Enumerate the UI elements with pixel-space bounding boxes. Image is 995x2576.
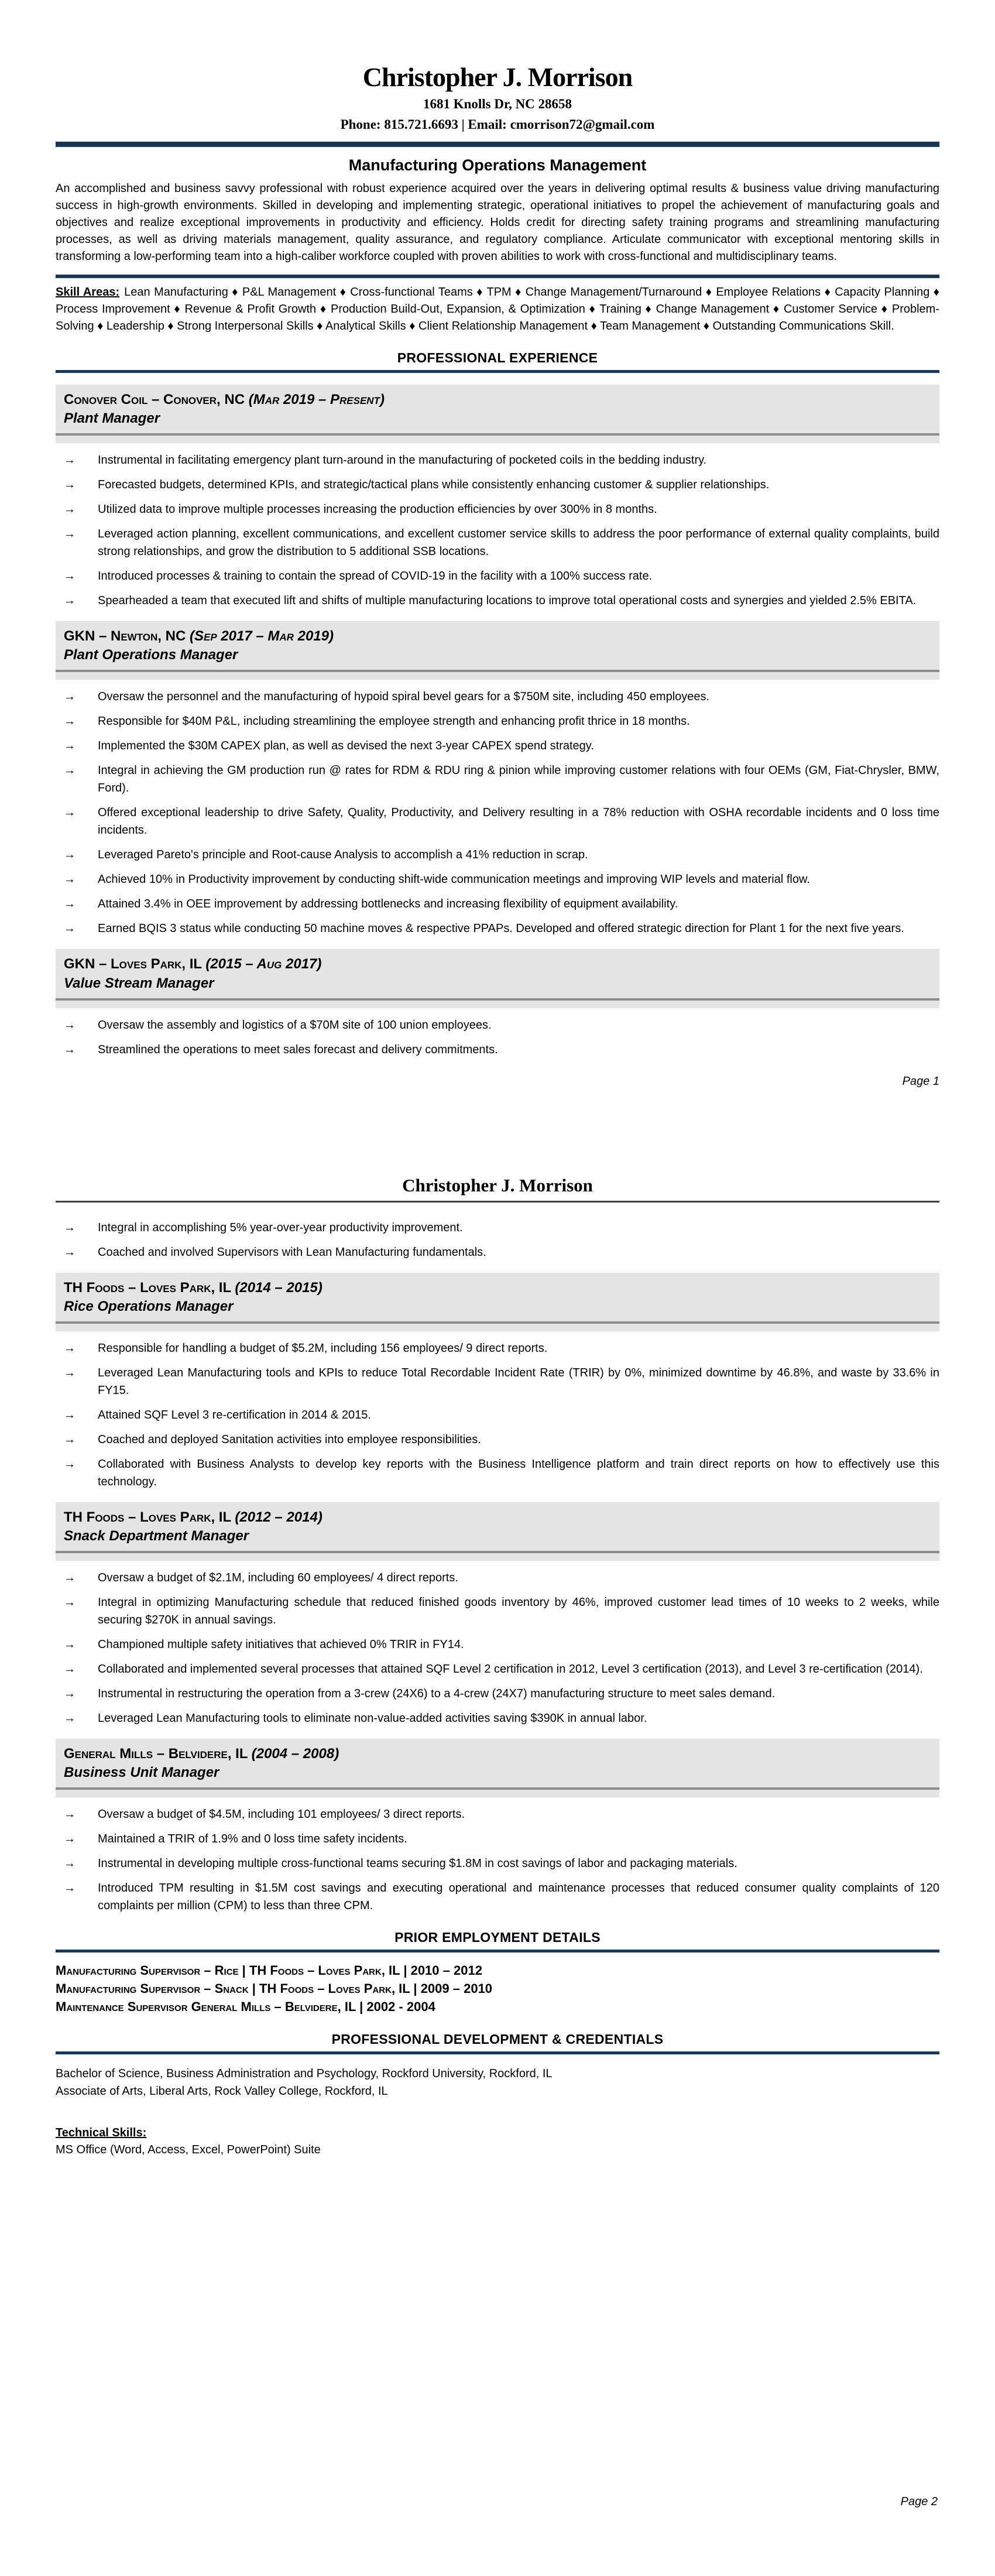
- job-header: [56, 385, 939, 443]
- job-title: Value Stream Manager: [64, 975, 214, 991]
- arrow-bullet-icon: →: [64, 1043, 76, 1056]
- arrow-bullet-icon: →: [64, 922, 76, 936]
- prior-employment-list: [56, 1962, 939, 2016]
- job-title: Plant Operations Manager: [64, 647, 238, 663]
- bullet-text: Integral in achieving the GM production run @ rates for RDM & RDU ring & pinion while improving customer relations with four OEMs (GM, Fiat-Chrysler, BMW, Ford).: [98, 764, 939, 795]
- bullet-text: Leveraged Pareto's principle and Root-cause Analysis to accomplish a 41% reduction in scrap.: [98, 848, 588, 862]
- job-header: [56, 1739, 939, 1797]
- bullet-item: [56, 1364, 939, 1399]
- bullet-item: [56, 476, 939, 494]
- arrow-bullet-icon: →: [64, 1687, 76, 1701]
- job-header-tail: [56, 1324, 939, 1331]
- bullet-text: Coached and involved Supervisors with Lean Manufacturing fundamentals.: [98, 1245, 486, 1259]
- bullet-item: [56, 1806, 939, 1823]
- bullet-text: Attained SQF Level 3 re-certification in 2014 & 2015.: [98, 1408, 371, 1421]
- job-header: [56, 1502, 939, 1561]
- bullet-text: Earned BQIS 3 status while conducting 50 machine moves & respective PPAPs. Developed and offered strategic direction for Plant 1 for the next five years.: [98, 922, 904, 936]
- bullet-text: Integral in optimizing Manufacturing schedule that reduced finished goods inventory by 46%, improved customer lead times of 10 weeks to 2 weeks, while securing $270K in annual savings.: [98, 1596, 939, 1627]
- job-company: TH Foods – Loves Park, IL: [64, 1279, 231, 1296]
- arrow-bullet-icon: →: [64, 1221, 76, 1234]
- bullet-item: [56, 1636, 939, 1653]
- arrow-bullet-icon: →: [64, 1433, 76, 1446]
- job-bullets: [56, 688, 939, 937]
- page1-name: Christopher J. Morrison: [362, 62, 633, 92]
- bullet-item: [56, 451, 939, 469]
- job-header: [56, 949, 939, 1008]
- prior-employment-divider: [56, 1950, 939, 1952]
- bullet-item: [56, 592, 939, 609]
- bullet-text: Leveraged Lean Manufacturing tools to eliminate non-value-added activities saving $390K in annual labor.: [98, 1712, 647, 1725]
- job-header: [56, 621, 939, 680]
- arrow-bullet-icon: →: [64, 739, 76, 753]
- arrow-bullet-icon: →: [64, 1832, 76, 1846]
- bullet-item: [56, 1710, 939, 1727]
- job-bullets: [56, 1806, 939, 1914]
- arrow-bullet-icon: →: [64, 764, 76, 777]
- job-title: Plant Manager: [64, 410, 160, 427]
- arrow-bullet-icon: →: [64, 1596, 76, 1609]
- arrow-bullet-icon: →: [64, 1571, 76, 1585]
- bullet-item: [56, 1879, 939, 1914]
- job-header-tail: [56, 672, 939, 680]
- arrow-bullet-icon: →: [64, 1882, 76, 1895]
- education-list: [56, 2065, 939, 2100]
- bullet-text: Oversaw the personnel and the manufacturing of hypoid spiral bevel gears for a $750M site, including 450 employees.: [98, 690, 710, 704]
- arrow-bullet-icon: →: [64, 715, 76, 728]
- page2-header-divider: [56, 1201, 939, 1203]
- technical-skills-block: [56, 2125, 939, 2141]
- job-bullets: [56, 1340, 939, 1491]
- bullet-item: [56, 1569, 939, 1587]
- job-company: TH Foods – Loves Park, IL: [64, 1509, 231, 1525]
- bullet-text: Instrumental in restructuring the operation from a 3-crew (24X6) to a 4-crew (24X7) manufacturing structure to meet sales demand.: [98, 1687, 776, 1701]
- job-dates: (Sep 2017 – Mar 2019): [189, 628, 334, 645]
- job-header-tail: [56, 1001, 939, 1008]
- page2-footer: Page 2: [900, 2495, 938, 2508]
- prior-employment-line: Manufacturing Supervisor – Snack | TH Foods – Loves Park, IL | 2009 – 2010: [56, 1981, 493, 1996]
- bullet-text: Collaborated with Business Analysts to develop key reports with the Business Intelligence platform and train direct reports on how to effectively use this technology.: [98, 1457, 939, 1488]
- job-company: GKN – Loves Park, IL: [64, 956, 202, 972]
- job-title: Snack Department Manager: [64, 1528, 249, 1544]
- arrow-bullet-icon: →: [64, 1857, 76, 1871]
- experience-divider: [56, 370, 939, 373]
- bullet-text: Streamlined the operations to meet sales forecast and delivery commitments.: [98, 1043, 498, 1056]
- job-company: GKN – Newton, NC: [64, 628, 186, 645]
- job-company-line: [56, 1508, 939, 1526]
- job-title: Business Unit Manager: [64, 1765, 219, 1781]
- bullet-text: Responsible for $40M P&L, including streamlining the employee strength and enhancing profit thrice in 18 months.: [98, 715, 690, 728]
- bullet-item: [56, 1660, 939, 1678]
- bullet-text: Leveraged action planning, excellent communications, and excellent customer service skills to address the poor performance of external quality complaints, build strong relationships, and grow the distribution to 5 additional SSB locations.: [98, 527, 939, 559]
- job-bullets: [56, 1569, 939, 1727]
- bullet-text: Implemented the $30M CAPEX plan, as well as devised the next 3-year CAPEX spend strategy.: [98, 739, 594, 753]
- bullet-item: [56, 762, 939, 797]
- bullet-item: [56, 712, 939, 730]
- job-header: [56, 1273, 939, 1331]
- bullet-item: [56, 501, 939, 518]
- arrow-bullet-icon: →: [64, 1638, 76, 1652]
- arrow-bullet-icon: →: [64, 478, 76, 492]
- job-company-line: [56, 955, 939, 973]
- bullet-item: [56, 1016, 939, 1034]
- arrow-bullet-icon: →: [64, 690, 76, 704]
- bullet-item: [56, 846, 939, 864]
- arrow-bullet-icon: →: [64, 1712, 76, 1725]
- arrow-bullet-icon: →: [64, 898, 76, 911]
- job-bullets: [56, 1016, 939, 1059]
- bullet-text: Oversaw the assembly and logistics of a $70M site of 100 union employees.: [98, 1018, 492, 1032]
- job-company-line: [56, 1279, 939, 1297]
- bullet-text: Forecasted budgets, determined KPIs, and strategic/tactical plans while consistently enhancing customer & supplier relationships.: [98, 478, 770, 492]
- bullet-item: [56, 1244, 939, 1261]
- job-company-line: [56, 1745, 939, 1763]
- bullet-item: [56, 1830, 939, 1848]
- bullet-item: [56, 1455, 939, 1491]
- section-heading-experience: PROFESSIONAL EXPERIENCE: [397, 350, 598, 366]
- bullet-item: [56, 1431, 939, 1448]
- bullet-item: [56, 525, 939, 560]
- job-title: Rice Operations Manager: [64, 1298, 234, 1314]
- job-th-foods-rice: [56, 1273, 939, 1491]
- prior-employment-line: Maintenance Supervisor General Mills – Belvidere, IL | 2002 - 2004: [56, 1999, 435, 2014]
- bullet-item: [56, 920, 939, 937]
- bullet-text: Attained 3.4% in OEE improvement by addressing bottlenecks and increasing flexibility of equipment availability.: [98, 898, 678, 911]
- bullet-item: [56, 871, 939, 888]
- arrow-bullet-icon: →: [64, 1341, 76, 1355]
- bullet-item: [56, 1219, 939, 1236]
- bullet-text: Integral in accomplishing 5% year-over-year productivity improvement.: [98, 1221, 463, 1234]
- bullet-item: [56, 737, 939, 755]
- arrow-bullet-icon: →: [64, 1245, 76, 1259]
- skill-areas-paragraph: [56, 284, 939, 335]
- skill-areas-label: Skill Areas:: [56, 286, 120, 299]
- arrow-bullet-icon: →: [64, 1808, 76, 1821]
- arrow-bullet-icon: →: [64, 806, 76, 820]
- bullet-text: Leveraged Lean Manufacturing tools and KPIs to reduce Total Recordable Incident Rate (TRIR) by 0%, minimized downtime by 46.8%, and waste by 33.6% in FY15.: [98, 1366, 939, 1397]
- bullet-text: Achieved 10% in Productivity improvement by conducting shift-wide communication meetings and improving WIP levels and material flow.: [98, 873, 810, 886]
- arrow-bullet-icon: →: [64, 1457, 76, 1471]
- technical-skills-text: MS Office (Word, Access, Excel, PowerPoint) Suite: [56, 2143, 321, 2156]
- bullet-text: Instrumental in developing multiple cross-functional teams securing $1.8M in cost savings of labor and packaging materials.: [98, 1857, 737, 1871]
- arrow-bullet-icon: →: [64, 594, 76, 608]
- skill-areas-text: Lean Manufacturing ♦ P&L Management ♦ Cross-functional Teams ♦ TPM ♦ Change Management/Turnaround ♦ Employee Relations ♦ Capacity Planning ♦ Process Improvement ♦ Revenue & Profit Growth ♦ Production Build-Out, Expansion, & Optimization ♦ Training ♦ Change Management ♦ Customer Service ♦ Problem-Solving ♦ Leadership ♦ Strong Interpersonal Skills ♦ Analytical Skills ♦ Client Relationship Management ♦ Team Management ♦ Outstanding Communications Skill.: [56, 286, 940, 333]
- job-company: General Mills – Belvidere, IL: [64, 1746, 248, 1762]
- job-general-mills: [56, 1739, 939, 1914]
- bullet-item: [56, 1340, 939, 1357]
- headline: Manufacturing Operations Management: [348, 156, 647, 174]
- arrow-bullet-icon: →: [64, 1408, 76, 1421]
- summary-paragraph: An accomplished and business savvy professional with robust experience acquired over the years in delivering optimal results & business value driving manufacturing success in high-growth environments. Skilled in developing and implementing strategic, operational initiatives to propel the achievement of manufacturing goals and objectives and realize exceptional improvements in productivity and efficiency. Holds credit for directing safety training programs and streamlining manufacturing processes, as well as driving materials management, quality assurance, and regulatory compliance. Articulate communicator with exceptional mentoring skills in transforming a low-performing team into a high-caliber workforce coupled with proven abilities to work with cross-functional and multidisciplinary teams.: [56, 182, 939, 263]
- header-divider: [56, 142, 939, 147]
- job-gkn-loves-park-continued-bullets: [56, 1219, 939, 1261]
- arrow-bullet-icon: →: [64, 1366, 76, 1379]
- bullet-text: Oversaw a budget of $2.1M, including 60 employees/ 4 direct reports.: [98, 1571, 458, 1585]
- bullet-item: [56, 1406, 939, 1424]
- education-line: Bachelor of Science, Business Administration and Psychology, Rockford University, Rockford, IL: [56, 2067, 553, 2080]
- skills-top-divider: [56, 275, 939, 278]
- job-company-line: [56, 390, 939, 409]
- prior-employment-line: Manufacturing Supervisor – Rice | TH Foods – Loves Park, IL | 2010 – 2012: [56, 1963, 482, 1978]
- bullet-text: Introduced TPM resulting in $1.5M cost savings and executing operational and maintenance processes that reduced consumer quality complaints of 120 complaints per million (CPM) to less than three CPM.: [98, 1882, 939, 1913]
- bullet-text: Responsible for handling a budget of $5.2M, including 156 employees/ 9 direct reports.: [98, 1341, 548, 1355]
- arrow-bullet-icon: →: [64, 527, 76, 541]
- bullet-text: Championed multiple safety initiatives that achieved 0% TRIR in FY14.: [98, 1638, 464, 1652]
- contact-line: Phone: 815.721.6693 | Email: cmorrison72@gmail.com: [340, 117, 655, 132]
- job-dates: (2012 – 2014): [235, 1509, 322, 1525]
- bullet-item: [56, 1594, 939, 1629]
- page1-footer: Page 1: [902, 1074, 939, 1088]
- bullet-item: [56, 1685, 939, 1703]
- job-company: Conover Coil – Conover, NC: [64, 392, 245, 408]
- bullet-text: Offered exceptional leadership to drive Safety, Quality, Productivity, and Delivery resulting in a 78% reduction with OSHA recordable incidents and 0 loss time incidents.: [98, 806, 939, 837]
- bullet-text: Spearheaded a team that executed lift and shifts of multiple manufacturing locations to improve total operational costs and synergies and yielded 2.5% EBITA.: [98, 594, 917, 608]
- bullet-text: Collaborated and implemented several processes that attained SQF Level 2 certification in 2012, Level 3 certification (2013), and Level 3 re-certification (2014).: [98, 1663, 923, 1676]
- technical-skills-label: Technical Skills:: [56, 2126, 147, 2139]
- job-gkn-newton: [56, 621, 939, 937]
- bullet-item: [56, 1041, 939, 1059]
- job-dates: (Mar 2019 – Present): [248, 392, 385, 408]
- bullet-item: [56, 804, 939, 839]
- bullet-text: Oversaw a budget of $4.5M, including 101 employees/ 3 direct reports.: [98, 1808, 465, 1821]
- job-dates: (2015 – Aug 2017): [205, 956, 322, 972]
- job-company-line: [56, 627, 939, 645]
- job-header-tail: [56, 1790, 939, 1797]
- arrow-bullet-icon: →: [64, 848, 76, 862]
- bullet-text: Maintained a TRIR of 1.9% and 0 loss time safety incidents.: [98, 1832, 407, 1846]
- bullet-item: [56, 567, 939, 585]
- bullet-item: [56, 1855, 939, 1872]
- job-header-tail: [56, 436, 939, 443]
- arrow-bullet-icon: →: [64, 503, 76, 516]
- job-bullets: [56, 451, 939, 609]
- section-heading-development: PROFESSIONAL DEVELOPMENT & CREDENTIALS: [331, 2031, 664, 2047]
- bullet-text: Coached and deployed Sanitation activities into employee responsibilities.: [98, 1433, 481, 1446]
- job-dates: (2004 – 2008): [251, 1746, 339, 1762]
- page2-name: Christopher J. Morrison: [402, 1174, 593, 1195]
- job-header-tail: [56, 1553, 939, 1561]
- bullet-text: Instrumental in facilitating emergency plant turn-around in the manufacturing of pocketed coils in the bedding industry.: [98, 454, 707, 467]
- address-line: 1681 Knolls Dr, NC 28658: [423, 97, 572, 111]
- arrow-bullet-icon: →: [64, 1018, 76, 1032]
- bullet-text: Utilized data to improve multiple processes increasing the production efficiencies by over 300% in 8 months.: [98, 503, 657, 516]
- job-conover-coil: [56, 385, 939, 609]
- development-divider: [56, 2051, 939, 2054]
- education-line: Associate of Arts, Liberal Arts, Rock Valley College, Rockford, IL: [56, 2084, 388, 2098]
- bullet-item: [56, 688, 939, 705]
- bullet-item: [56, 895, 939, 913]
- arrow-bullet-icon: →: [64, 570, 76, 583]
- job-dates: (2014 – 2015): [235, 1279, 322, 1296]
- arrow-bullet-icon: →: [64, 873, 76, 886]
- section-heading-prior-employment: PRIOR EMPLOYMENT DETAILS: [394, 1930, 601, 1945]
- arrow-bullet-icon: →: [64, 1663, 76, 1676]
- arrow-bullet-icon: →: [64, 454, 76, 467]
- job-gkn-loves-park: [56, 949, 939, 1058]
- job-th-foods-snack: [56, 1502, 939, 1727]
- bullet-text: Introduced processes & training to contain the spread of COVID-19 in the facility with a 100% success rate.: [98, 570, 653, 583]
